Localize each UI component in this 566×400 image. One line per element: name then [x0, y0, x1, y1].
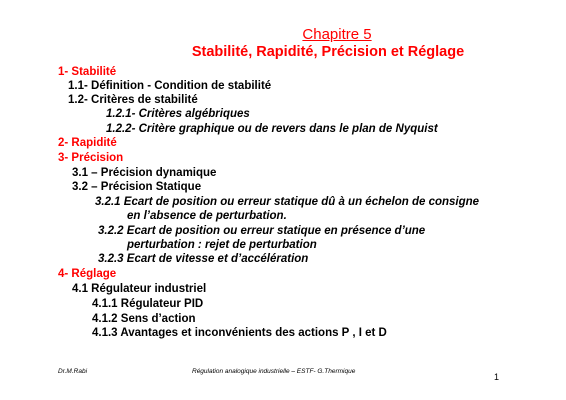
section-4: 4- Réglage: [58, 268, 117, 280]
section-4-1-1: 4.1.1 Régulateur PID: [92, 298, 204, 310]
section-4-1: 4.1 Régulateur industriel: [72, 283, 207, 295]
chapter-title-text: Stabilité, Rapidité, Précision et Réglage: [191, 44, 465, 60]
footer-course: Régulation analogique industrielle – ESTF- G.Thermique: [192, 368, 356, 375]
section-3-2-1-cont: en l’absence de perturbation.: [127, 210, 287, 222]
footer-author: Dr.M.Rabi: [58, 368, 88, 375]
section-1-2: 1.2- Critères de stabilité: [68, 94, 198, 106]
section-3-2-2: 3.2.2 Ecart de position ou erreur statique en présence d’une: [98, 225, 426, 237]
section-1-1: 1.1- Définition - Condition de stabilité: [68, 80, 272, 92]
section-3-2-2-cont: perturbation : rejet de perturbation: [127, 239, 317, 251]
section-3-2-1: 3.2.1 Ecart de position ou erreur statique dû à un échelon de consigne: [95, 196, 480, 208]
section-1-2-2: 1.2.2- Critère graphique ou de revers dans le plan de Nyquist: [106, 123, 438, 135]
chapter-heading: [0, 26, 566, 43]
chapter-label: Chapitre 5: [302, 26, 372, 43]
section-3-1: 3.1 – Précision dynamique: [72, 167, 217, 179]
page-number: 1: [494, 372, 500, 382]
section-4-1-2: 4.1.2 Sens d’action: [92, 313, 196, 325]
section-3-2-3: 3.2.3 Ecart de vitesse et d’accélération: [98, 253, 309, 265]
section-2: 2- Rapidité: [58, 137, 117, 149]
section-1: 1- Stabilité: [58, 66, 117, 78]
section-1-2-1: 1.2.1- Critères algébriques: [106, 108, 250, 120]
section-4-1-3: 4.1.3 Avantages et inconvénients des actions P , I et D: [92, 327, 387, 339]
chapter-title: [0, 44, 566, 60]
section-3: 3- Précision: [58, 152, 124, 164]
section-3-2: 3.2 – Précision Statique: [72, 181, 202, 193]
